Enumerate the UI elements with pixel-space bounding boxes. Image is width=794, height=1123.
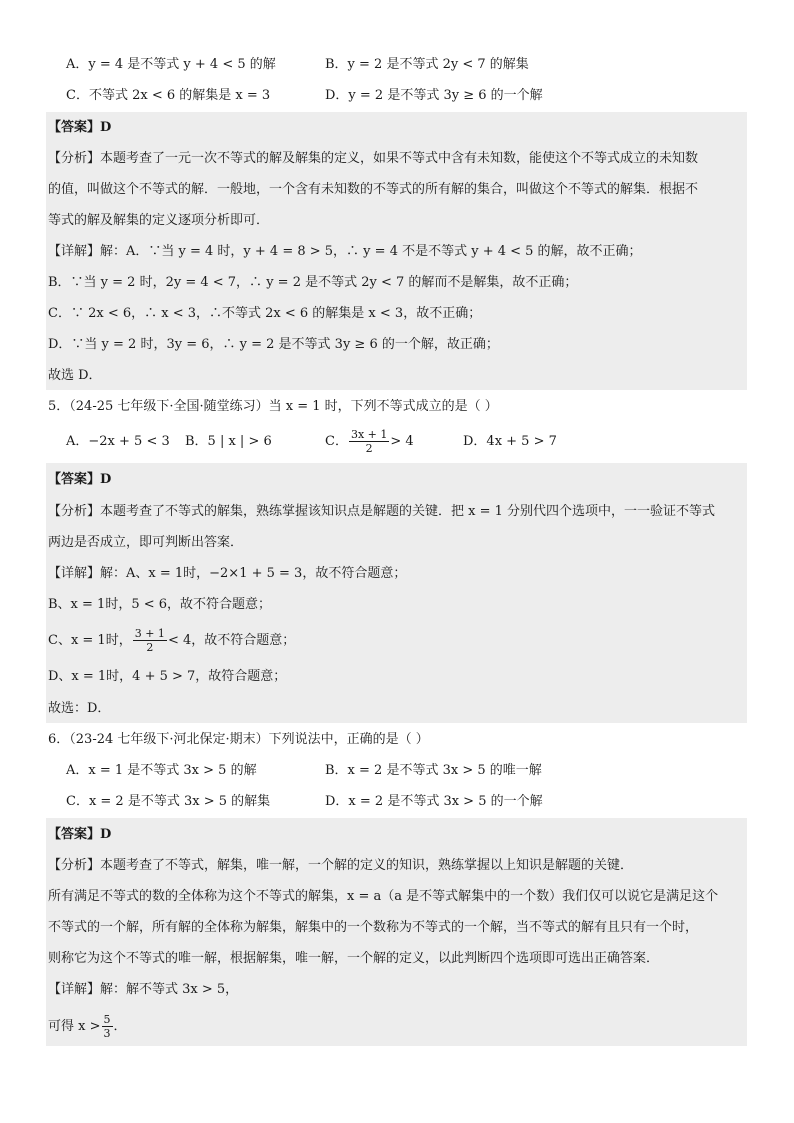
q6-detail-2-denominator: 3 xyxy=(103,1027,111,1040)
q6-detail-line-1: 【详解】解：解不等式 3x > 5， xyxy=(48,982,239,997)
q4-option-d: D．y = 2 是不等式 3y ≥ 6 的一个解 xyxy=(325,88,543,103)
q6-detail-line-2 xyxy=(48,1010,127,1044)
q5-option-b: B．5 | x | > 6 xyxy=(185,434,272,449)
q5-stem: 5．（24-25 七年级下·全国·随堂练习）当 x = 1 时，下列不等式成立的是（ ） xyxy=(48,399,498,414)
q6-option-c: C．x = 2 是不等式 3x > 5 的解集 xyxy=(66,794,271,809)
q6-option-d: D．x = 2 是不等式 3x > 5 的一个解 xyxy=(325,794,543,809)
q4-detail-line-3: C．∵ 2x < 6，∴ x < 3，∴不等式 2x < 6 的解集是 x < 3，故不正确； xyxy=(48,306,482,321)
q5-option-d: D．4x + 5 > 7 xyxy=(463,434,557,449)
q5-detail-line-1: 【详解】解：A、x = 1时，−2×1 + 5 = 3，故不符合题意； xyxy=(48,566,407,581)
q6-detail-2-numerator: 5 xyxy=(103,1013,111,1026)
q5-option-c-prefix: C． xyxy=(325,434,348,449)
q4-analysis-line-3: 等式的解及解集的定义逐项分析即可． xyxy=(48,213,270,228)
q4-option-c: C．不等式 2x < 6 的解集是 x = 3 xyxy=(66,88,271,103)
q4-choose: 故选 D． xyxy=(48,368,102,383)
q5-choose: 故选：D． xyxy=(48,701,111,716)
q6-analysis-line-1: 【分析】本题考查了不等式，解集，唯一解，一个解的定义的知识，熟练掌握以上知识是解题的关键． xyxy=(48,858,634,873)
q6-answer: 【答案】D xyxy=(48,827,112,842)
q5-option-a: A．−2x + 5 < 3 xyxy=(66,434,170,449)
q5-answer: 【答案】D xyxy=(48,472,112,487)
q6-option-b: B．x = 2 是不等式 3x > 5 的唯一解 xyxy=(325,763,542,778)
q5-option-c-numerator: 3x + 1 xyxy=(350,428,388,441)
q4-detail-line-1: 【详解】解：A．∵当 y = 4 时，y + 4 = 8 > 5，∴ y = 4 不是不等式 y + 4 < 5 的解，故不正确； xyxy=(48,244,642,259)
q6-option-a: A．x = 1 是不等式 3x > 5 的解 xyxy=(66,763,257,778)
q4-option-b: B．y = 2 是不等式 2y < 7 的解集 xyxy=(325,57,529,72)
q4-option-a: A．y = 4 是不等式 y + 4 < 5 的解 xyxy=(66,57,276,72)
q4-analysis-line-2: 的值，叫做这个不等式的解．一般地，一个含有未知数的不等式的所有解的集合，叫做这个不等式的解集．根据不 xyxy=(48,182,699,197)
q5-detail-3-prefix: C、x = 1时， xyxy=(48,633,132,648)
q5-option-c xyxy=(325,425,414,459)
q6-detail-2-prefix: 可得 x > xyxy=(48,1019,101,1034)
q5-detail-3-denominator: 2 xyxy=(146,641,154,654)
q5-analysis-line-1: 【分析】本题考查了不等式的解集，熟练掌握该知识点是解题的关键．把 x = 1 分别代四个选项中，一一验证不等式 xyxy=(48,504,716,519)
q5-detail-line-4: D、x = 1时，4 + 5 > 7，故符合题意； xyxy=(48,669,287,684)
q6-detail-2-fraction xyxy=(102,1013,113,1040)
q4-answer: 【答案】D xyxy=(48,120,112,135)
q5-detail-3-numerator: 3 + 1 xyxy=(134,627,165,640)
q6-analysis-line-3: 不等式的一个解，所有解的全体称为解集，解集中的一个数称为不等式的一个解，当不等式的解有且只有一个时， xyxy=(48,920,699,935)
q4-analysis-line-1: 【分析】本题考查了一元一次不等式的解及解集的定义，如果不等式中含有未知数，能使这个不等式成立的未知数 xyxy=(48,151,699,166)
q4-detail-line-4: D．∵当 y = 2 时，3y = 6，∴ y = 2 是不等式 3y ≥ 6 的一个解，故正确； xyxy=(48,337,499,352)
q5-detail-line-3 xyxy=(48,624,295,658)
q5-detail-3-suffix: < 4，故不符合题意； xyxy=(167,633,296,648)
q6-analysis-line-2: 所有满足不等式的数的全体称为这个不等式的解集，x = a（a 是不等式解集中的一个数）我们仅可以说它是满足这个 xyxy=(48,889,719,904)
q6-detail-2-suffix: ． xyxy=(113,1019,127,1034)
q5-detail-3-fraction xyxy=(133,627,167,654)
q5-option-c-denominator: 2 xyxy=(365,442,373,455)
q4-detail-line-2: B．∵当 y = 2 时，2y = 4 < 7，∴ y = 2 是不等式 2y < 7 的解而不是解集，故不正确； xyxy=(48,275,578,290)
q5-option-c-suffix: > 4 xyxy=(390,434,414,449)
q5-option-c-fraction xyxy=(349,428,389,455)
q6-stem: 6．（23-24 七年级下·河北保定·期末）下列说法中，正确的是（ ） xyxy=(48,732,429,747)
q6-analysis-line-4: 则称它为这个不等式的唯一解，根据解集，唯一解，一个解的定义，以此判断四个选项即可选出正确答案． xyxy=(48,951,660,966)
q5-detail-line-2: B、x = 1时，5 < 6，故不符合题意； xyxy=(48,597,272,612)
q5-analysis-line-2: 两边是否成立，即可判断出答案． xyxy=(48,535,244,550)
